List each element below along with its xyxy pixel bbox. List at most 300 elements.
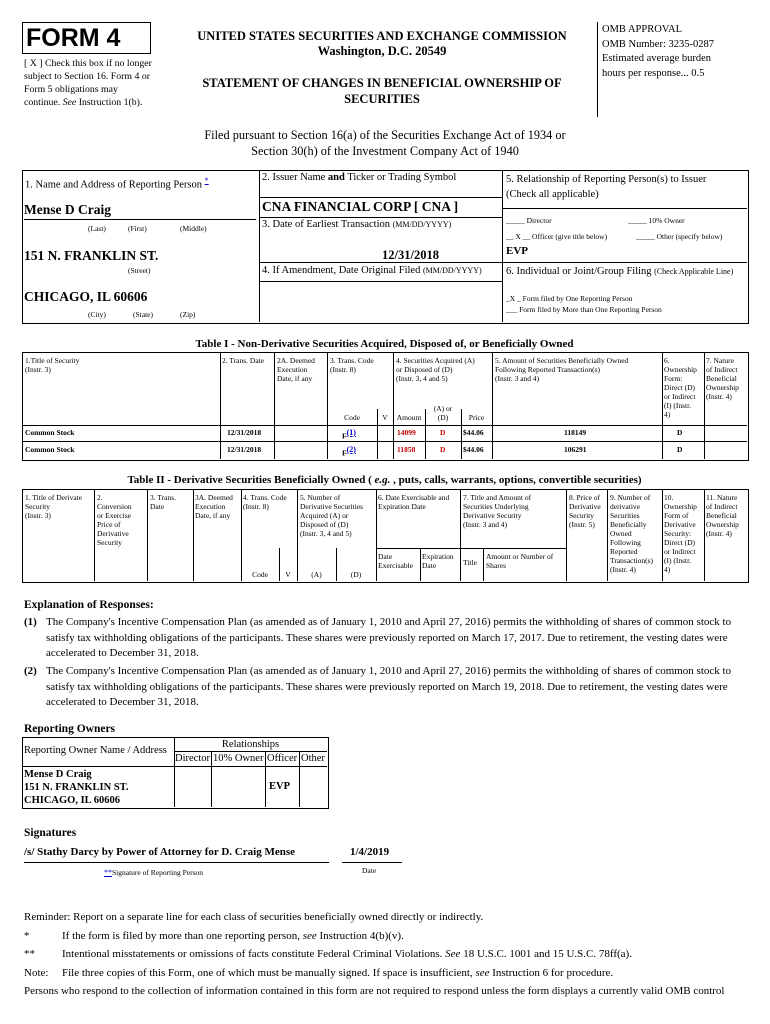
t2-header-text: Beneficial (706, 511, 737, 520)
row-code-text: F (342, 431, 347, 441)
t2-header-text: 7. Title and Amount of (463, 493, 532, 502)
t2-header-text: Securities (610, 511, 640, 520)
box-divider (502, 170, 503, 322)
footer-see: see (475, 966, 490, 979)
check-box-line (24, 96, 174, 109)
check-box-line: subject to Section 16. Form 4 or (24, 71, 150, 82)
reporting-person-name: Mense D Craig (24, 202, 111, 217)
t1-col-line (393, 352, 394, 459)
t2-col-line (147, 489, 148, 581)
box-divider (259, 170, 260, 322)
owners-col-name: Reporting Owner Name / Address (24, 745, 167, 756)
footer (24, 908, 764, 1001)
reporting-street: 151 N. FRANKLIN ST. (24, 248, 159, 263)
t2-header-text: Expiration (422, 552, 454, 561)
t1-header-text: 7. Nature (706, 356, 734, 365)
owners-col-line (265, 751, 266, 807)
explanation-number: (1) (24, 616, 37, 628)
reporting-city: CHICAGO, IL 60606 (24, 289, 148, 304)
t2-header-text: 9. Number of (610, 493, 651, 502)
t1-header-text: (Instr. 3, 4 and 5) (396, 374, 448, 383)
t2-header-text: Shares (486, 561, 506, 570)
t2-col-line (662, 489, 663, 581)
box5-label-text: 5. Relationship of Reporting Person(s) to Issuer (506, 174, 707, 185)
explanation-line: accelerated to December 31, 2018. (46, 696, 199, 708)
filed-pursuant (100, 127, 670, 159)
t2-col-line (566, 489, 567, 581)
t1-col-line (220, 352, 221, 459)
t2-header-text: Security: (664, 529, 692, 538)
t2-header-text: Security (569, 511, 594, 520)
box2-label-text: 2. Issuer Name (262, 172, 328, 183)
t2-sub-code: Code (252, 570, 268, 579)
footer-note-text (62, 964, 613, 983)
footer-text: If the form is filed by more than one reporting person, (62, 929, 303, 942)
box5-label-text: (Check all applicable) (506, 189, 599, 200)
t1-sub-v: V (382, 413, 388, 422)
form-title: FORM 4 (26, 24, 121, 52)
t2-header-text: Derivative Securities (300, 502, 364, 511)
table2-title (22, 474, 747, 486)
t2-header-text: (Instr. 4) (610, 565, 636, 574)
table-row (22, 445, 747, 458)
owners-col-line (211, 751, 212, 807)
box4-label-fmt: (MM/DD/YYYY) (422, 266, 482, 275)
signature-footnote-link[interactable]: ** (104, 868, 112, 877)
omb-line: Estimated average burden (602, 53, 712, 64)
t1-col4-header (396, 356, 475, 383)
box-divider (259, 262, 747, 263)
label-first: (First) (128, 224, 147, 233)
box1-label (25, 176, 209, 191)
owners-ten: 10% Owner (213, 753, 264, 764)
t2-header-text: (Instr. 5) (569, 520, 595, 529)
t1-col7-header (706, 356, 739, 401)
owners-director: Director (175, 753, 210, 764)
issuer-name: CNA FINANCIAL CORP [ CNA ] (262, 199, 459, 214)
t2-header-text: 11. Nature (706, 493, 738, 502)
row-ad: D (440, 445, 446, 454)
t1-header-text: Execution (277, 365, 308, 374)
t2-header-text: Direct (D) (664, 538, 696, 547)
t1-col2-header: 2. Trans. Date (222, 356, 265, 365)
box1-footnote-link[interactable]: * (204, 176, 209, 185)
owner-address-line: CHICAGO, IL 60606 (24, 795, 120, 806)
explanation-item (24, 664, 759, 711)
footer-dstar-text (62, 945, 632, 964)
signatures-heading: Signatures (24, 827, 77, 839)
box1-underline (24, 219, 256, 220)
signature-line (24, 862, 329, 863)
t1-row-line (22, 425, 747, 426)
t2-col-line (193, 489, 194, 581)
explanation-line: The Company's Incentive Compensation Plan (as amended as of January 1, 2010 and April 27, 2016) permits the withholding of shares of common stock to (46, 616, 732, 628)
t1-header-text: (Instr. 8) (330, 365, 356, 374)
row-date: 12/31/2018 (227, 445, 262, 454)
t1-header-text: Following Reported Transaction(s) (495, 365, 600, 374)
t1-row-line (22, 441, 747, 442)
t2-header-text: Ownership (706, 520, 739, 529)
t1-header-text: or Indirect (664, 392, 696, 401)
t2-header-text: Beneficially (610, 520, 647, 529)
box2-label-text: Ticker or Trading Symbol (344, 172, 457, 183)
t2-col-line (376, 489, 377, 581)
t2-header-text: Security (97, 538, 122, 547)
filed-line: Filed pursuant to Section 16(a) of the Securities Exchange Act of 1934 or (204, 128, 566, 142)
signer-name: /s/ Stathy Darcy by Power of Attorney for D. Craig Mense (24, 846, 295, 858)
box4-label-text: 4. If Amendment, Date Original Filed (262, 265, 423, 276)
omb-divider (597, 22, 598, 117)
row-price: $44.06 (463, 428, 484, 437)
t2-c2-header (97, 493, 132, 547)
earliest-transaction-date: 12/31/2018 (382, 248, 439, 262)
owner-address-line: 151 N. FRANKLIN ST. (24, 782, 129, 793)
check-box-note (24, 57, 174, 109)
footer-note (24, 964, 764, 983)
row-price: $44.06 (463, 445, 484, 454)
table2-title-text: , puts, calls, warrants, options, convertible securities) (390, 474, 642, 486)
t1-col5-header (495, 356, 628, 383)
t2-header-text: (I) (Instr. (664, 556, 692, 565)
explanation-line: accelerated to December 31, 2018. (46, 647, 199, 659)
t2-c8-header (569, 493, 601, 529)
t2-sub-date-ex (378, 552, 413, 570)
box6-label-small: (Check Applicable Line) (654, 267, 734, 276)
t2-header-text: or Exercise (97, 511, 131, 520)
row-form: D (677, 428, 683, 437)
t1-col-line (662, 352, 663, 459)
t1-col-line (274, 352, 275, 459)
t2-header-text: Owned (610, 529, 632, 538)
t1-header-text: 3. Trans. Code (330, 356, 374, 365)
t2-header-text: derivative (610, 502, 640, 511)
t2-c6-header (378, 493, 449, 511)
footer-text: Instruction 4(b)(v). (316, 929, 404, 942)
explanation-line: The Company's Incentive Compensation Plan (as amended as of January 1, 2010 and April 27, 2016) permits the withholding of shares of common stock to (46, 665, 732, 677)
explanation-line: satisfy tax withholding obligations of the participants. These shares were previously reported on March 19, 2018. Due to retirement, the vesting dates were (46, 680, 728, 693)
box3-label-fmt: (MM/DD/YYYY) (392, 220, 452, 229)
t2-header-text: Expiration Date (378, 502, 426, 511)
t1-header-text: 6. (664, 356, 670, 365)
t2-header-text: Following (610, 538, 641, 547)
check-box-text: Instruction 1(b). (76, 97, 143, 108)
statement-line: SECURITIES (344, 92, 420, 106)
box5-label (506, 172, 706, 202)
t2-header-text: (Instr. 3, 4 and 5) (300, 529, 352, 538)
t2-col-line (241, 489, 242, 581)
director-checkbox[interactable]: _____ Director (506, 216, 552, 225)
owners-relationships: Relationships (221, 739, 280, 750)
box-divider (259, 217, 502, 218)
t2-c7-header (463, 493, 531, 529)
owners-other: Other (301, 753, 325, 764)
explanation-text (46, 615, 759, 662)
footer-text: 18 U.S.C. 1001 and 15 U.S.C. 78ff(a). (460, 948, 632, 960)
statement-line: STATEMENT OF CHANGES IN BENEFICIAL OWNERSHIP OF (202, 76, 562, 90)
row-owned: 118149 (564, 428, 587, 437)
t2-header-text: (Instr. 8) (243, 502, 269, 511)
t1-header-text: or Disposed of (D) (396, 365, 453, 374)
owner-address (24, 768, 129, 807)
footer-marker: * (24, 929, 30, 942)
t1-header-text: 4. Securities Acquired (A) (396, 356, 475, 365)
box4-label (262, 265, 482, 276)
omb-line: hours per response... 0.5 (602, 67, 705, 79)
t2-c4-header (243, 493, 287, 511)
ten-pct-owner-checkbox[interactable]: _____ 10% Owner (628, 216, 685, 225)
owners-col-line (299, 751, 300, 807)
explanation-item (24, 615, 759, 662)
t2-row-line (376, 548, 566, 549)
t2-col-line (460, 489, 461, 581)
t2-header-text: 1. Title of Derivate (25, 493, 83, 502)
box-divider (259, 197, 502, 198)
t2-header-text: Price of (97, 520, 121, 529)
row-title: Common Stock (25, 445, 75, 454)
label-city: (City) (88, 310, 106, 319)
t2-c10-header (664, 493, 697, 574)
t2-header-text: Disposed of (D) (300, 520, 349, 529)
check-box-see: See (62, 97, 77, 108)
t2-sub-amount (486, 552, 553, 570)
t2-c9-header (610, 493, 653, 574)
owners-officer: Officer (267, 753, 298, 764)
t1-header-text: Beneficial (706, 374, 737, 383)
footnote-link[interactable]: (2) (346, 445, 356, 454)
footer-marker: ** (24, 948, 35, 960)
t2-col-line (420, 548, 421, 581)
footer-dstar (24, 945, 764, 964)
check-box-text: continue. (24, 97, 63, 108)
t1-header-text: Date, if any (277, 374, 313, 383)
footer-text: Instruction 6 for procedure. (489, 966, 614, 979)
signature-date: 1/4/2019 (350, 846, 390, 858)
box2-label (262, 172, 456, 183)
row-amount: 11858 (397, 445, 416, 454)
filed-line: Section 30(h) of the Investment Company Act of 1940 (251, 144, 519, 158)
t2-header-text: Transaction(s) (610, 556, 654, 565)
t2-header-text: Conversion (97, 502, 132, 511)
t2-header-text: (Instr. 3 and 4) (463, 520, 508, 529)
t2-header-text: Security (25, 502, 50, 511)
t2-header-text: Reported (610, 547, 638, 556)
t2-header-text: Derivative Security (463, 511, 522, 520)
date-label: Date (362, 866, 377, 875)
signature-label-text: Signature of Reporting Person (112, 868, 204, 877)
label-last: (Last) (88, 224, 106, 233)
t2-header-text: Date (422, 561, 437, 570)
t2-col-line (297, 489, 298, 581)
owner-address-line: Mense D Craig (24, 769, 92, 780)
label-street: (Street) (128, 266, 151, 275)
t2-header-text: Derivative (664, 520, 696, 529)
t2-sub-title: Title (463, 558, 477, 567)
t1-col-line (492, 352, 493, 459)
row-form: D (677, 445, 683, 454)
t2-header-text: or Indirect (664, 547, 696, 556)
box1-label-text: 1. Name and Address of Reporting Person (25, 179, 205, 191)
t2-col-line (94, 489, 95, 581)
filed-by-one-option[interactable]: _X _ Form filed by One Reporting Person (506, 294, 633, 303)
explanation-number: (2) (24, 665, 37, 677)
agency-header (172, 29, 592, 59)
t2-header-text: Date (378, 552, 393, 561)
t2-header-text: Securities Underlying (463, 502, 529, 511)
other-checkbox[interactable]: _____ Other (specify below) (636, 232, 723, 241)
label-state: (State) (133, 310, 153, 319)
t1-header-text: (I) (Instr. (664, 401, 692, 410)
table2-title-text: Table II - Derivative Securities Beneficially Owned ( (127, 474, 375, 486)
box6-label (506, 266, 733, 277)
row-code (342, 445, 356, 458)
t2-header-text: 3A. Deemed (195, 493, 233, 502)
t1-sub-ad (425, 404, 461, 422)
t1-header-text: (Instr. 4) (706, 392, 732, 401)
row-ad: D (440, 428, 446, 437)
t2-header-text: (Instr. 4) (706, 529, 732, 538)
box3-label-text: 3. Date of Earliest Transaction (262, 219, 393, 230)
t2-c5-header (300, 493, 363, 538)
t1-col3-header (330, 356, 374, 374)
t1-sub-amount: Amount (396, 413, 422, 422)
t2-header-text: 4. Trans. Code (243, 493, 287, 502)
t1-header-text: Ownership (706, 383, 739, 392)
t2-header-text: 4) (664, 565, 671, 574)
t2-header-text: Date (150, 502, 165, 511)
filed-by-more-option[interactable]: ___ Form filed by More than One Reporting Person (506, 305, 662, 314)
footer-persons: Persons who respond to the collection of information contained in this form are not required to respond unless the form displays a currently valid OMB control (24, 985, 725, 997)
t1-header-text: (A) or (433, 404, 453, 413)
date-line (342, 862, 402, 863)
footer-see: See (445, 948, 461, 960)
t2-header-text: Ownership (664, 502, 697, 511)
t1-header-text: of Indirect (706, 365, 738, 374)
t2-c1-header (25, 493, 82, 520)
statement-title (172, 75, 592, 107)
footer-star-text (62, 927, 404, 946)
t1-header-text: 5. Amount of Securities Beneficially Owned (495, 356, 629, 365)
footer-reminder: Reminder: Report on a separate line for each class of securities beneficially owned directly or indirectly. (24, 911, 484, 923)
officer-checkbox[interactable]: __ X __ Officer (give title below) (506, 232, 608, 241)
table2-title-eg: e.g. (374, 474, 391, 486)
footer-text: Intentional misstatements or omissions of facts constitute Federal Criminal Violations. (62, 948, 446, 960)
agency-address: Washington, D.C. 20549 (317, 44, 447, 58)
t2-header-text: 8. Price of (569, 493, 601, 502)
t2-sub-v: V (285, 570, 291, 579)
t2-header-text: 3. Trans. (150, 493, 177, 502)
box2-label-and: and (327, 172, 345, 183)
omb-line: OMB Number: 3235-0287 (602, 38, 714, 50)
agency-name: UNITED STATES SECURITIES AND EXCHANGE COMMISSION (197, 29, 567, 43)
explanation-line: satisfy tax withholding obligations of the participants. These shares were previously reported on March 17, 2017. Due to retirement, the vesting dates were (46, 631, 728, 644)
t1-col-line (704, 352, 705, 459)
t2-header-text: (Instr. 3) (25, 511, 51, 520)
t1-header-text: 4) (664, 410, 671, 419)
t2-c3a-header (195, 493, 233, 520)
t2-header-text: 10. (664, 493, 674, 502)
t2-header-text: of Indirect (706, 502, 738, 511)
t2-col-line (607, 489, 608, 581)
t2-header-text: Derivative (97, 529, 129, 538)
t1-sub-code: Code (344, 413, 360, 422)
t1-header-text: 2A. Deemed (277, 356, 315, 365)
t2-header-text: Exercisable (378, 561, 413, 570)
t2-header-text: Derivative (569, 502, 601, 511)
t2-col-line (704, 489, 705, 581)
form-title-box (22, 22, 151, 54)
signature-label (104, 868, 203, 877)
t2-header-text: 5. Number of (300, 493, 341, 502)
table-row (22, 428, 747, 441)
t1-header-text: Ownership (664, 365, 697, 374)
officer-title: EVP (506, 245, 528, 257)
footnote-link[interactable]: (1) (346, 428, 356, 437)
row-amount: 14099 (397, 428, 416, 437)
t2-c11-header (706, 493, 739, 538)
row-title: Common Stock (25, 428, 75, 437)
t2-header-text: 2. (97, 493, 103, 502)
omb-line: OMB APPROVAL (602, 24, 683, 35)
t2-header-text: Amount or Number of (486, 552, 554, 561)
check-box-line: Form 5 obligations may (24, 84, 118, 95)
t2-sub-a: (A) (311, 570, 322, 579)
t2-sub-d: (D) (350, 570, 362, 579)
t1-header-text: (Instr. 3 and 4) (495, 374, 540, 383)
t2-c3-header (150, 493, 176, 511)
t2-header-text: Date, if any (195, 511, 231, 520)
section16-checkbox[interactable]: [ X ] Check this box if no longer (24, 58, 152, 69)
t1-col6-header (664, 356, 697, 419)
owner-officer-value: EVP (269, 781, 290, 792)
t1-col-line (327, 352, 328, 459)
t1-sub-price: Price (468, 413, 485, 422)
footer-star (24, 927, 764, 946)
row-owned: 106291 (564, 445, 587, 454)
owners-row-line (22, 766, 327, 767)
t2-col-line (483, 548, 484, 581)
t1-col1-header (25, 356, 80, 374)
row-date: 12/31/2018 (227, 428, 262, 437)
t2-header-text: Execution (195, 502, 226, 511)
t1-header-text: Form: (664, 374, 683, 383)
t1-header-text: (D) (437, 413, 449, 422)
t2-header-text: Acquired (A) or (300, 511, 349, 520)
box6-label-text: 6. Individual or Joint/Group Filing (506, 266, 655, 277)
box-divider (503, 208, 747, 209)
t1-header-text: 1.Title of Security (25, 356, 80, 365)
explanation-heading: Explanation of Responses: (24, 599, 154, 611)
t2-header-text: 6. Date Exercisable and (378, 493, 450, 502)
footer-see: see (302, 929, 317, 942)
t2-sub-exp (422, 552, 454, 570)
label-middle: (Middle) (180, 224, 207, 233)
owners-row-line (174, 751, 327, 752)
footer-text: File three copies of this Form, one of which must be manually signed. If space is insufficient, (62, 966, 476, 979)
t1-header-text: Direct (D) (664, 383, 696, 392)
footer-marker: Note: (24, 966, 49, 979)
t2-header-text: Form of (664, 511, 689, 520)
explanation-text (46, 664, 759, 711)
reporting-owners-heading: Reporting Owners (24, 723, 116, 735)
row-code-text: F (342, 448, 347, 458)
label-zip: (Zip) (180, 310, 196, 319)
omb-approval (602, 23, 762, 81)
table1-title: Table I - Non-Derivative Securities Acquired, Disposed of, or Beneficially Owned (195, 338, 574, 350)
box-divider (259, 281, 502, 282)
row-code (342, 428, 356, 441)
t1-header-text: (Instr. 3) (25, 365, 51, 374)
box3-label (262, 219, 451, 230)
